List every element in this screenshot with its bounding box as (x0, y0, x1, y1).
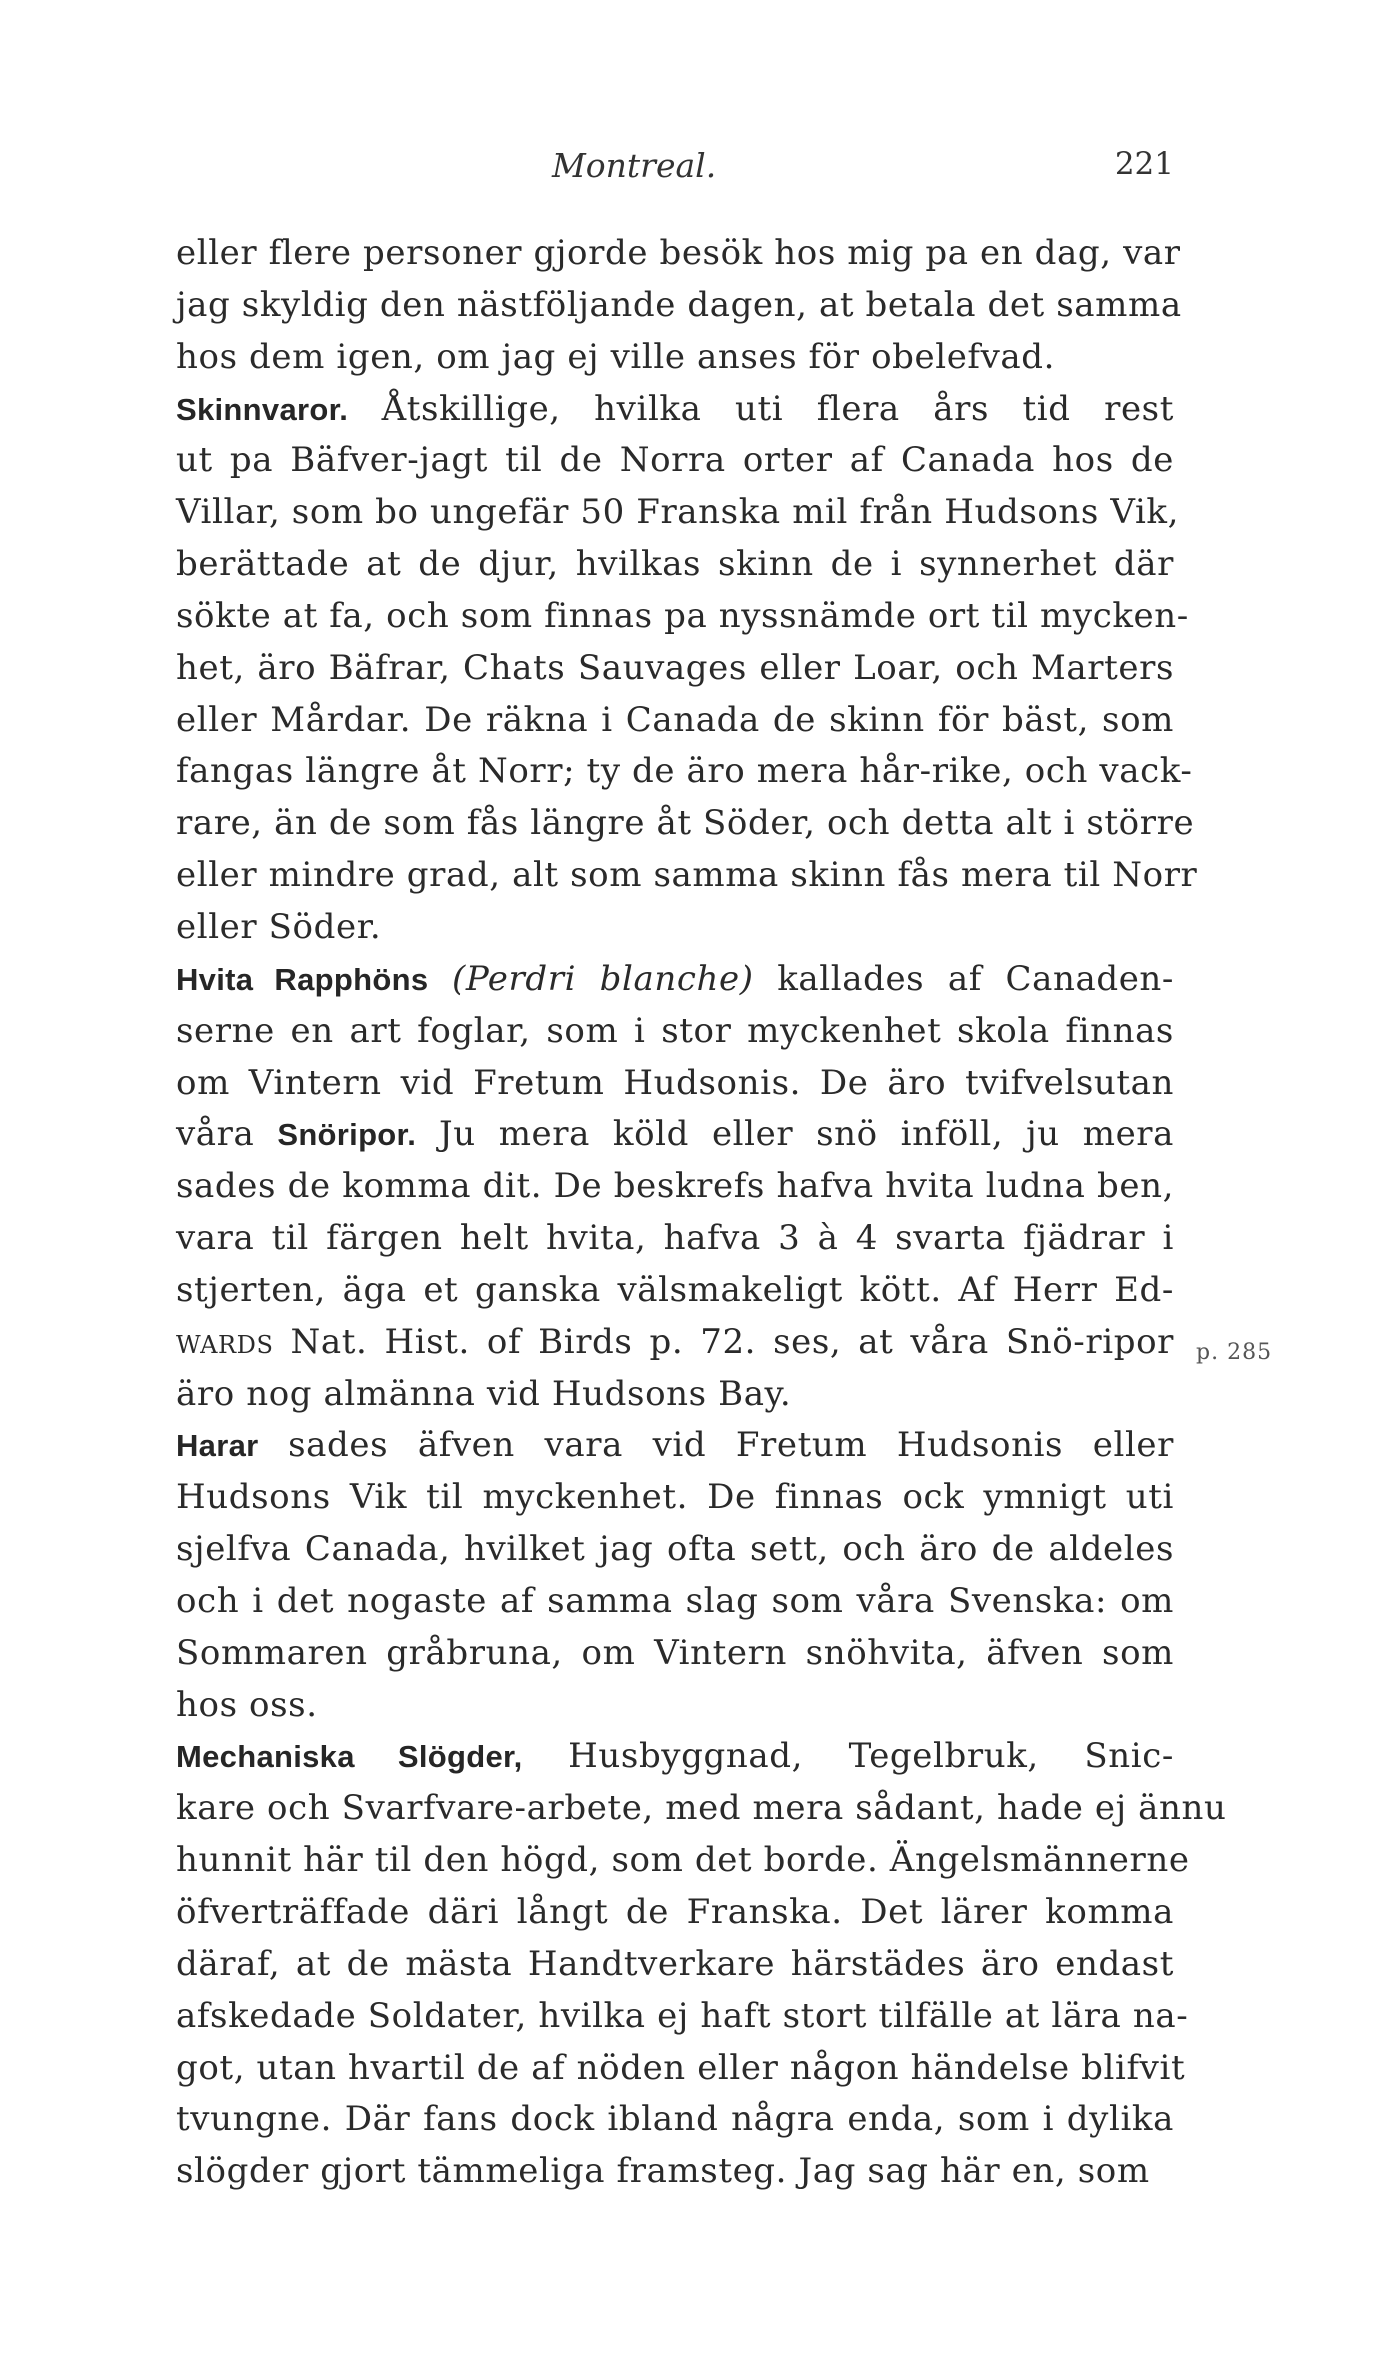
text-segment: sades äfven vara vid Fretum Hudsonis eller (258, 1425, 1174, 1466)
text-line (176, 1420, 1174, 1472)
text-line (176, 591, 1189, 643)
page-header (176, 146, 1174, 196)
text-line (176, 1680, 1174, 1732)
text-line (176, 384, 1174, 436)
text-segment: eller mindre grad, alt som samma skinn fås mera til Norr (176, 855, 1198, 896)
text-line (176, 1006, 1174, 1058)
text-segment: sades de komma dit. De beskrefs hafva hvita ludna ben, (176, 1166, 1174, 1207)
text-segment: rare, än de som fås längre åt Söder, och detta alt i större (176, 803, 1195, 844)
section-keyword: Hvita Rapphöns (176, 961, 429, 997)
text-line (176, 1628, 1174, 1680)
text-segment: eller Mårdar. De räkna i Canada de skinn för bäst, som (176, 699, 1174, 740)
text-line (176, 2146, 1174, 2198)
text-line (176, 1576, 1174, 1628)
text-line (176, 1317, 1174, 1369)
text-line (176, 1369, 1174, 1421)
text-line (176, 435, 1174, 487)
text-segment (428, 959, 452, 999)
section-keyword: Harar (176, 1428, 259, 1464)
section-keyword: Mechaniska Slögder, (176, 1739, 523, 1775)
text-line (176, 228, 1181, 280)
text-segment: het, äro Bäfrar, Chats Sauvages eller Loar, och Marters (176, 647, 1174, 688)
text-line (176, 746, 1193, 798)
text-line (176, 1109, 1174, 1161)
text-line (176, 1213, 1174, 1265)
text-line (176, 1887, 1174, 1939)
text-line (176, 643, 1174, 695)
text-segment: Sommaren gråbruna, om Vintern snöhvita, äfven som (176, 1632, 1174, 1673)
text-line (176, 850, 1198, 902)
text-segment: sökte at fa, och som finnas pa nyssnämde ort til mycken- (176, 595, 1189, 636)
text-segment: vara til färgen helt hvita, hafva 3 à 4 svarta fjädrar i (176, 1218, 1174, 1259)
text-segment: däraf, at de mästa Handtverkare härstädes äro endast (176, 1943, 1174, 1984)
text-segment: hos oss. (176, 1684, 318, 1725)
text-line (176, 487, 1180, 539)
text-segment: Villar, som bo ungefär 50 Franska mil från Hudsons Vik, (176, 492, 1180, 533)
text-segment: Åtskillige, hvilka uti flera års tid rest (348, 388, 1174, 429)
page-number: 221 (1114, 146, 1174, 182)
section-keyword: Snöripor. (277, 1117, 417, 1153)
text-segment: hunnit här til den högd, som det borde. Ängelsmännerne (176, 1840, 1190, 1881)
text-segment: äro nog almänna vid Hudsons Bay. (176, 1373, 792, 1414)
text-line (176, 539, 1174, 591)
text-segment: och i det nogaste af samma slag som våra Svenska: om (176, 1580, 1174, 1621)
text-segment: tvungne. Där fans dock ibland några enda, som i dylika (176, 2099, 1174, 2140)
text-segment: serne en art foglar, som i stor myckenhet skola finnas (176, 1010, 1174, 1051)
text-line (176, 798, 1195, 850)
text-line (176, 1991, 1189, 2043)
text-segment: jag skyldig den nästföljande dagen, at betala det samma (176, 284, 1182, 325)
text-line (176, 1731, 1174, 1783)
text-line (176, 1265, 1174, 1317)
text-segment: Nat. Hist. of Birds p. 72. ses, at våra Snö-ripor (273, 1321, 1174, 1362)
text-segment: om Vintern vid Fretum Hudsonis. De äro tvifvelsutan (176, 1062, 1174, 1103)
text-line (176, 1472, 1174, 1524)
text-line (176, 332, 1174, 384)
text-segment: kallades af Canaden- (753, 958, 1174, 999)
text-segment: Hudsons Vik til myckenhet. De finnas ock ymnigt uti (176, 1477, 1174, 1518)
text-line (176, 1161, 1174, 1213)
text-line (176, 1835, 1190, 1887)
text-line (176, 902, 1174, 954)
text-segment: afskedade Soldater, hvilka ej haft stort tilfälle at lära na- (176, 1995, 1189, 2036)
text-line (176, 695, 1174, 747)
text-segment: berättade at de djur, hvilkas skinn de i synnerhet där (176, 544, 1174, 585)
text-segment: fangas längre åt Norr; ty de äro mera hår-rike, och vack- (176, 751, 1193, 792)
text-segment: öfverträffade däri långt de Franska. Det lärer komma (176, 1892, 1174, 1932)
text-line (176, 954, 1174, 1006)
text-line (176, 2094, 1174, 2146)
text-segment: eller Söder. (176, 906, 382, 947)
text-line (176, 280, 1182, 332)
body-text (176, 228, 1227, 2198)
text-line (176, 1058, 1174, 1110)
text-segment: slögder gjort tämmeliga framsteg. Jag sag här en, som (176, 2151, 1150, 2192)
text-segment: sjelfva Canada, hvilket jag ofta sett, och äro de aldeles (176, 1529, 1174, 1570)
text-segment: kare och Svarfvare-arbete, med mera sådant, hade ej ännu (176, 1788, 1227, 1829)
text-segment: Ju mera köld eller snö inföll, ju mera (416, 1114, 1175, 1155)
text-segment: (Perdri blanche) (451, 958, 754, 999)
text-line (176, 1939, 1174, 1991)
section-keyword: Skinnvaror. (176, 391, 349, 427)
text-segment: stjerten, äga et ganska välsmakeligt kött. Af Herr Ed- (176, 1269, 1174, 1310)
text-segment: got, utan hvartil de af nöden eller någon händelse blifvit (176, 2047, 1186, 2088)
text-line (176, 1524, 1174, 1576)
text-segment: Husbyggnad, Tegelbruk, Snic- (522, 1736, 1175, 1777)
text-segment: eller flere personer gjorde besök hos mig pa en dag, var (176, 233, 1181, 273)
text-segment: våra (176, 1114, 278, 1155)
text-segment: wards (176, 1321, 274, 1362)
text-line (176, 2043, 1186, 2095)
text-segment: hos dem igen, om jag ej ville anses för obelefvad. (176, 336, 1056, 377)
text-segment: ut pa Bäfver-jagt til de Norra orter af Canada hos de (176, 440, 1174, 481)
margin-note: p. 285 (1196, 1340, 1273, 1365)
running-title: Montreal. (552, 146, 717, 185)
text-line (176, 1783, 1227, 1835)
